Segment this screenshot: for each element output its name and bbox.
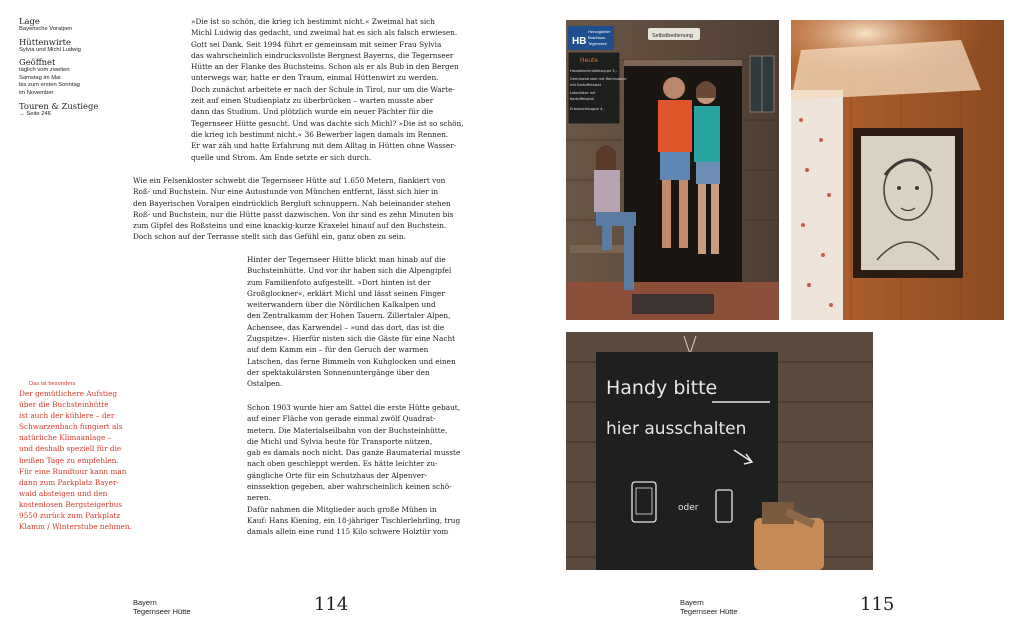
menu-heading: Heute [580,57,599,64]
text-line: wald absteigen und den [19,488,108,498]
footer-region: Bayern [680,598,704,607]
opening-line: täglich vom zweiten [19,67,70,74]
hosts-heading: Hüttenwirte [19,36,71,47]
info-sidebar [19,16,129,118]
text-line: Achensee, das Karwendel – »und das dort, das ist die [247,322,445,332]
family-photo-illustration [566,20,779,320]
text-line: »Die ist so schön, die krieg ich bestimmt nicht.« Zweimal hat sich [191,17,435,26]
text-line: Kauf: Hans Kiening, ein 18-jähriger Tischlerlehrling, trug [247,515,461,525]
menu-item: mit Kartoffelsalat [570,83,602,87]
text-line: metern. Die Materialseilbahn von der Buchsteinhütte, [247,425,448,435]
highlight-label: Das ist besonders [29,381,76,387]
text-line: natürliche Klimaanlage – [19,433,112,443]
page-number-left: 114 [314,594,349,615]
intro-paragraph [191,16,464,163]
text-line: Der gemütlichere Aufstieg [19,389,118,398]
text-line: der spektakulärsten Sonnenuntergänge über den [247,367,430,377]
text-line: Schwarzenbach fungiert als [19,422,123,432]
text-line: Gott sei Dank. Seit 1994 führt er gemeinsam mit seiner Frau Sylvia [191,39,442,49]
menu-item: Hausleberknödelsuppe 5,- [570,69,618,73]
text-line: über die Buchsteinhütte [19,400,109,410]
menu-item: Leberkäse mit [570,91,596,95]
text-line: kostenlosen Bergsteigerbus [19,499,123,509]
text-line: Michl Ludwig das gedacht, und zweimal hat es sich als falsch erwiesen. [191,28,458,38]
text-line: Dafür nahmen die Mitglieder auch große Mühen in [247,504,437,514]
opening-heading: Geöffnet [19,57,56,68]
text-line: Zugspitze«. Hierfür nisten sich die Gäste für eine Nacht [247,334,456,344]
column-paragraph [247,254,461,390]
text-line: Tegernseer Hütte gesucht. Und was dachte sich Michl? »Die ist so schön, [191,118,464,128]
text-line: gab es damals noch nicht. Das ganze Baumaterial musste [247,448,461,458]
text-line: und deshalb speziell für die [19,444,122,454]
text-line: heißen Tage zu empfehlen. [19,455,119,465]
text-line: die Michl und Sylvia heute für Transporte nützen, [247,436,433,446]
text-line: unterwegs war, hatte er den Traum, einmal Hüttenwirt zu werden. [191,73,439,83]
column-paragraph [247,402,461,538]
text-line: neren. [247,493,271,503]
chalk-oder: oder [678,503,699,513]
text-line: Hinter der Tegernseer Hütte blickt man hinab auf die [247,255,446,264]
location-heading: Lage [19,16,40,26]
text-line: weiterwandern über die Nördlichen Kalkalpen und [247,300,436,310]
text-line: den Bayerischen Voralpen eindrücklich Bergluft schnuppern. Nah beieinander stehen [133,198,451,208]
chalk-line-1: Handy bitte [606,377,718,399]
opening-line: bis zum ersten Sonntag [19,82,80,89]
text-line: einssektion gegeben, aber wahrscheinlich keinen schö- [247,482,452,492]
brewery-sign: Herzoglicher [588,29,611,34]
menu-item: Kartoffelsalat [570,97,594,101]
chalkboard-photo-illustration [566,332,873,570]
tours-page-ref: → Seite 246 [19,110,51,117]
wide-paragraph [133,175,454,243]
self-service-sign: Selbstbedienung [652,33,693,39]
text-line: dann zum Parkplatz Bayer- [19,477,119,487]
highlight-text [19,388,141,532]
brewery-sign: Tegernsee [588,41,607,46]
opening-line: Samstag im Mai [19,74,61,81]
text-line: Wie ein Felsenkloster schwebt die Tegernseer Hütte auf 1.650 Metern, flankiert von [133,176,446,185]
menu-item: Gemüsestrudel mit Rahmsauce [570,77,627,81]
text-line: 9550 zurück zum Parkplatz [19,511,121,521]
text-line: Schon 1903 wurde hier am Sattel die erste Hütte gebaut, [247,403,461,412]
page-number-right: 115 [860,594,895,615]
text-line: Doch zunächst arbeitete er nach der Schule in Tirol, nur um die Warte- [191,84,455,94]
portrait-photo-illustration [791,20,1004,320]
menu-item: Erbswurstsuppe 4,- [570,107,605,111]
hosts-text: Sylvia und Michl Ludwig [19,46,81,53]
text-line: Er war zäh und hatte Erfahrung mit dem Alltag in Hütten ohne Wasser- [191,141,457,151]
text-line: das wahrscheinlich eindrucksvollste Bergnest Bayerns, die Tegernseer [191,50,454,60]
brewery-sign: Brauhaus [588,35,606,40]
text-line: auf dem Kamm ein – für den Geruch der warmen [247,345,429,355]
tours-heading: Touren & Zustiege [19,100,99,111]
footer-right [680,598,738,616]
location-text: Bayerische Voralpen [19,26,73,32]
text-line: Latschen, das ferne Bimmeln von Kuhglocken und einen [247,356,456,366]
footer-left [133,598,191,616]
text-line: ist auch der kühlere – der [19,411,115,421]
portrait-photo [791,20,1004,320]
text-line: damals allein eine rund 115 Kilo schwere Holztür vom [247,527,449,537]
opening-line: im November [19,89,54,96]
text-line: zum Gipfel des Roßsteins und eine knackig-kurze Kraxelei hinauf auf den Buchstein. [133,221,447,231]
chalkboard-photo [566,332,873,570]
text-line: die krieg ich bestimmt nicht.« 36 Bewerber lagen damals im Rennen. [191,129,449,139]
text-line: Für eine Rundtour kann man [19,466,127,476]
text-line: Roß- und Buchstein, nur die Hütte passt dazwischen. Von ihr sind es zehn Minuten bis [133,209,454,219]
text-line: dann das Studium. Und plötzlich wurde ein neuer Pächter für die [191,107,434,117]
text-line: den Zentralkamm der Hohen Tauern. Zillertaler Alpen, [247,311,451,321]
text-line: Ostalpen. [247,379,283,389]
text-line: zeit auf einen Studienplatz zu überbrücken – warten musste aber [191,96,434,106]
footer-hut-name: Tegernseer Hütte [680,607,738,616]
footer-region: Bayern [133,598,157,607]
text-line: Hütte an der Flanke des Buchsteins. Schon als er als Bub in den Bergen [191,62,459,72]
family-photo [566,20,779,320]
text-line: Doch schon auf der Terrasse stellt sich das Gefühl ein, ganz oben zu sein. [133,232,406,242]
text-line: nach oben geschleppt werden. Es hätte leichter zu- [247,459,438,469]
text-line: quelle und Strom. Am Ende setzte er sich durch. [191,152,372,162]
text-line: Großglockner«, erklärt Michl und lässt seinen Finger [247,288,445,298]
chalk-line-2: hier ausschalten [606,419,747,439]
text-line: auf einer Fläche von gerade einmal zwölf Quadrat- [247,414,436,424]
text-line: Roß- und Buchstein. Nur eine Autostunde von München entfernt, lässt sich hier in [133,187,439,197]
text-line: zum Familienfoto aufgestellt. »Dort hinten ist der [247,277,431,287]
footer-hut-name: Tegernseer Hütte [133,607,191,616]
highlight-box [19,380,141,532]
text-line: Klamm / Winterstube nehmen. [19,522,132,532]
hb-logo: HB [572,36,587,47]
text-line: gängliche Orte für ein Schutzhaus der Alpenver- [247,470,427,480]
text-line: Buchsteinhütte. Und vor ihr haben sich die Alpengipfel [247,266,452,276]
